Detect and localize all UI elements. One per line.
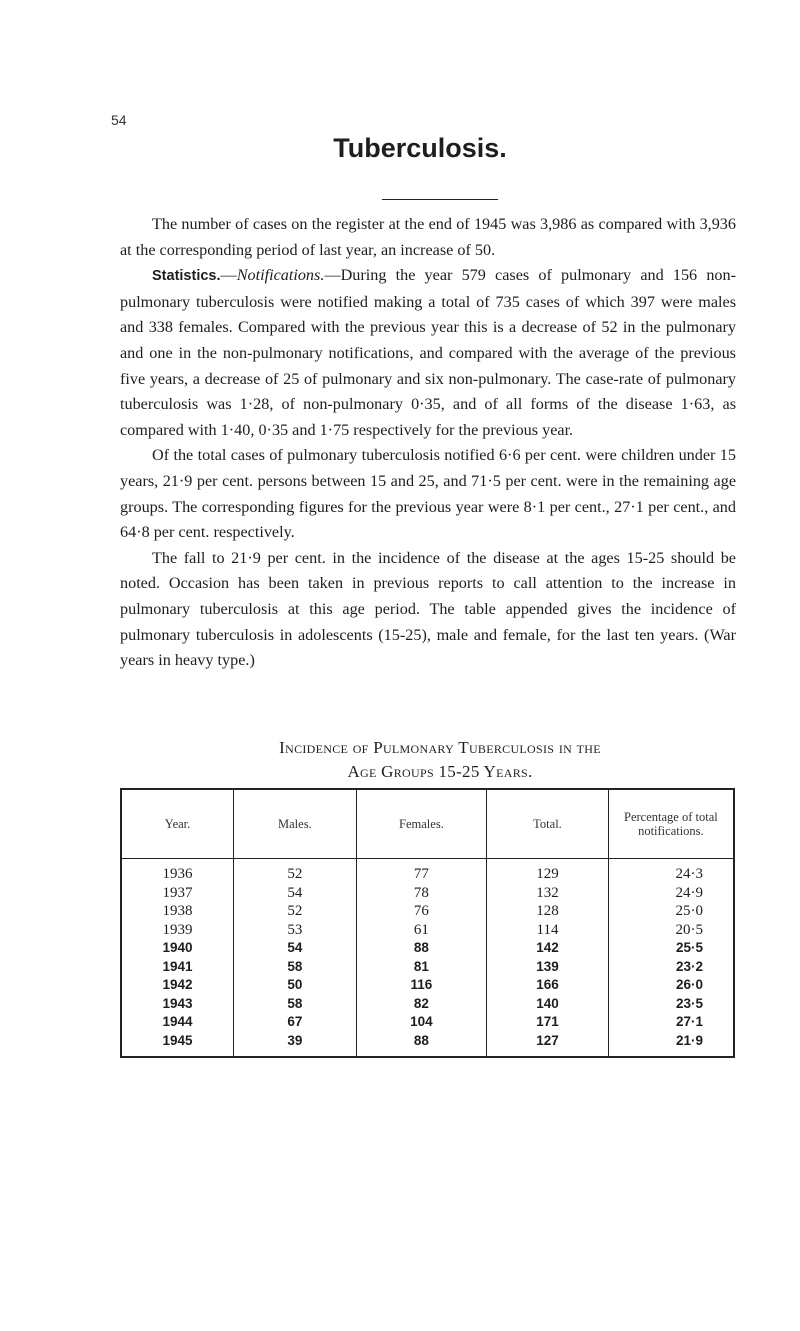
cell-year: 1945 xyxy=(121,1032,234,1058)
cell-females: 82 xyxy=(356,995,487,1014)
cell-year: 1938 xyxy=(121,902,234,921)
cell-males: 53 xyxy=(234,921,357,940)
cell-percentage: 24·3 xyxy=(675,866,703,883)
page-number: 54 xyxy=(111,112,127,128)
cell-total: 129 xyxy=(487,859,609,884)
cell-total: 128 xyxy=(487,902,609,921)
table-header-row xyxy=(121,789,734,859)
page-title: Tuberculosis. xyxy=(333,133,507,163)
statistics-text: —During the year 579 cases of pulmonary and 156 non-pulmonary tuberculosis were notified making a total of 735 cases of which 397 were males and 338 females. Compared with the previous year this is a decrease of 52 in the pulmonary and one in the non-pulmonary notifications, and compared with the average of the previous five years, a decrease of 25 of pulmonary and six non-pulmonary. The case-rate of pulmonary tuberculosis was 1·28, of non-pulmonary 0·35, and of all forms of the disease 1·63, as compared with 1·40, 0·35 and 1·75 respectively for the previous year. xyxy=(120,266,736,439)
cell-total: 127 xyxy=(487,1032,609,1058)
cell-males: 54 xyxy=(234,884,357,903)
header-females: Females. xyxy=(356,789,487,859)
cell-females: 77 xyxy=(356,859,487,884)
paragraph-age-groups: Of the total cases of pulmonary tuberculosis notified 6·6 per cent. were children under 15 years, 21·9 per cent. persons between 15 and 25, and 71·5 per cent. were in the remaining age groups. The corresponding figures for the previous year were 8·1 per cent., 27·1 per cent., and 64·8 per cent. respectively. xyxy=(120,446,736,542)
paragraph-statistics xyxy=(120,263,736,443)
cell-total: 142 xyxy=(487,939,609,958)
body-text xyxy=(120,212,736,674)
table-caption-line-2: Age Groups 15-25 Years. xyxy=(347,762,533,781)
statistics-heading: Statistics. xyxy=(152,268,221,285)
cell-total: 139 xyxy=(487,958,609,977)
cell-females: 61 xyxy=(356,921,487,940)
incidence-table xyxy=(120,788,735,1058)
cell-year: 1941 xyxy=(121,958,234,977)
cell-females: 76 xyxy=(356,902,487,921)
cell-females: 104 xyxy=(356,1013,487,1032)
cell-percentage: 24·9 xyxy=(675,884,703,901)
header-percentage: Percentage of total notifications. xyxy=(608,789,734,859)
table-row xyxy=(121,995,734,1014)
paragraph-adolescents: The fall to 21·9 per cent. in the incidence of the disease at the ages 15-25 should be noted. Occasion has been taken in previous reports to call attention to the increase in pulmonary tuberculosis at this age period. The table appended gives the incidence of pulmonary tuberculosis in adolescents (15-25), male and female, for the last ten years. (War years in heavy type.) xyxy=(120,548,736,670)
cell-females: 116 xyxy=(356,976,487,995)
cell-males: 52 xyxy=(234,902,357,921)
header-total: Total. xyxy=(487,789,609,859)
cell-females: 78 xyxy=(356,884,487,903)
table-row xyxy=(121,1032,734,1058)
cell-males: 50 xyxy=(234,976,357,995)
cell-males: 67 xyxy=(234,1013,357,1032)
cell-males: 52 xyxy=(234,859,357,884)
cell-total: 114 xyxy=(487,921,609,940)
cell-year: 1944 xyxy=(121,1013,234,1032)
cell-year: 1937 xyxy=(121,884,234,903)
cell-percentage: 27·1 xyxy=(675,1014,703,1030)
cell-year: 1943 xyxy=(121,995,234,1014)
table-row xyxy=(121,884,734,903)
table-row xyxy=(121,859,734,884)
cell-year: 1939 xyxy=(121,921,234,940)
cell-total: 132 xyxy=(487,884,609,903)
header-year: Year. xyxy=(121,789,234,859)
table-row xyxy=(121,958,734,977)
cell-total: 140 xyxy=(487,995,609,1014)
cell-total: 166 xyxy=(487,976,609,995)
statistics-dash: — xyxy=(220,266,237,285)
title-underline xyxy=(382,199,498,200)
cell-percentage: 26·0 xyxy=(675,977,703,993)
cell-females: 88 xyxy=(356,939,487,958)
table-row xyxy=(121,976,734,995)
cell-females: 88 xyxy=(356,1032,487,1058)
cell-year: 1940 xyxy=(121,939,234,958)
table-caption xyxy=(120,736,760,784)
notifications-subheading: Notifications. xyxy=(236,266,325,285)
table-row xyxy=(121,939,734,958)
table-row xyxy=(121,902,734,921)
cell-percentage: 23·2 xyxy=(675,958,703,974)
cell-percentage: 21·9 xyxy=(675,1032,703,1048)
header-males: Males. xyxy=(234,789,357,859)
cell-year: 1936 xyxy=(121,859,234,884)
table-row xyxy=(121,1013,734,1032)
cell-percentage: 25·5 xyxy=(675,940,703,956)
cell-percentage: 20·5 xyxy=(675,921,703,938)
cell-males: 58 xyxy=(234,958,357,977)
table-row xyxy=(121,921,734,940)
table-caption-line-1: Incidence of Pulmonary Tuberculosis in the xyxy=(279,738,601,757)
cell-total: 171 xyxy=(487,1013,609,1032)
cell-year: 1942 xyxy=(121,976,234,995)
cell-males: 58 xyxy=(234,995,357,1014)
cell-males: 54 xyxy=(234,939,357,958)
cell-males: 39 xyxy=(234,1032,357,1058)
cell-percentage: 23·5 xyxy=(675,995,703,1011)
cell-percentage: 25·0 xyxy=(675,903,703,920)
paragraph-register: The number of cases on the register at the end of 1945 was 3,986 as compared with 3,936 at the corresponding period of last year, an increase of 50. xyxy=(120,215,736,259)
cell-females: 81 xyxy=(356,958,487,977)
